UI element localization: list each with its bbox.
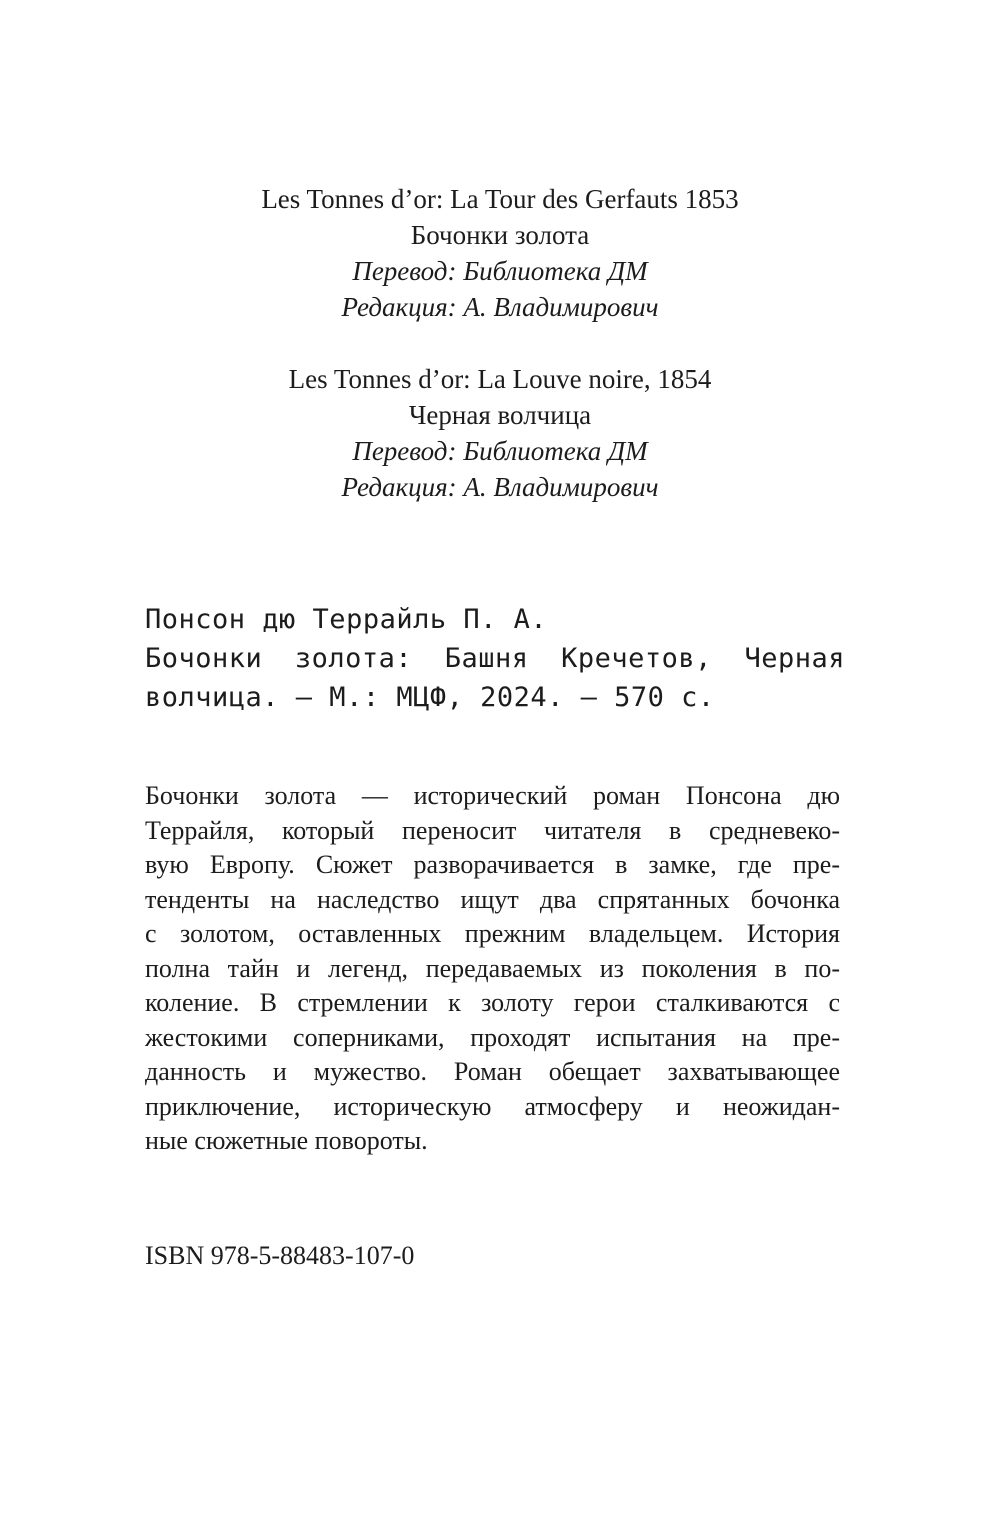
annotation-line: данность и мужество. Роман обещает захватывающее <box>145 1057 840 1086</box>
biblio-line: Понсон дю Террайль П. А. <box>145 604 548 635</box>
original-title: Les Tonnes d’or: La Louve noire, 1854 <box>288 364 712 394</box>
annotation-line: Бочонки золота — исторический роман Понсона дю <box>145 781 840 810</box>
annotation <box>145 779 840 1159</box>
isbn: ISBN 978-5-88483-107-0 <box>145 1241 415 1270</box>
annotation-line: коление. В стремлении к золоту герои сталкиваются с <box>145 988 840 1017</box>
russian-title: Черная волчица <box>408 400 592 430</box>
editor-credit: Редакция: А. Владимирович <box>341 472 659 502</box>
annotation-line: с золотом, оставленных прежним владельцем. История <box>145 919 840 948</box>
annotation-line: Террайля, который переносит читателя в средневеко- <box>145 815 840 845</box>
annotation-line: жестокими соперниками, проходят испытания на пре- <box>145 1022 840 1052</box>
translation-credit: Перевод: Библиотека ДМ <box>352 256 648 286</box>
translation-credit: Перевод: Библиотека ДМ <box>352 436 648 466</box>
annotation-line: вую Европу. Сюжет разворачивается в замке, где пре- <box>145 850 840 879</box>
annotation-line: полна тайн и легенд, передаваемых из поколения в по- <box>145 953 840 983</box>
biblio-line: Бочонки золота: Башня Кречетов, Черная <box>145 643 845 674</box>
biblio-line: волчица. — М.: МЦФ, 2024. — 570 с. <box>145 682 715 713</box>
credits-block-2 <box>0 361 1000 505</box>
editor-credit: Редакция: А. Владимирович <box>341 292 659 322</box>
original-title: Les Tonnes d’or: La Tour des Gerfauts 1853 <box>261 184 739 214</box>
annotation-line: приключение, историческую атмосферу и неожидан- <box>145 1091 840 1121</box>
annotation-line: тенденты на наследство ищут два спрятанных бочонка <box>145 884 840 914</box>
credits-block-1 <box>0 181 1000 325</box>
russian-title: Бочонки золота <box>410 220 590 250</box>
annotation-line: ные сюжетные повороты. <box>145 1126 428 1155</box>
bibliographic-record <box>145 600 845 717</box>
